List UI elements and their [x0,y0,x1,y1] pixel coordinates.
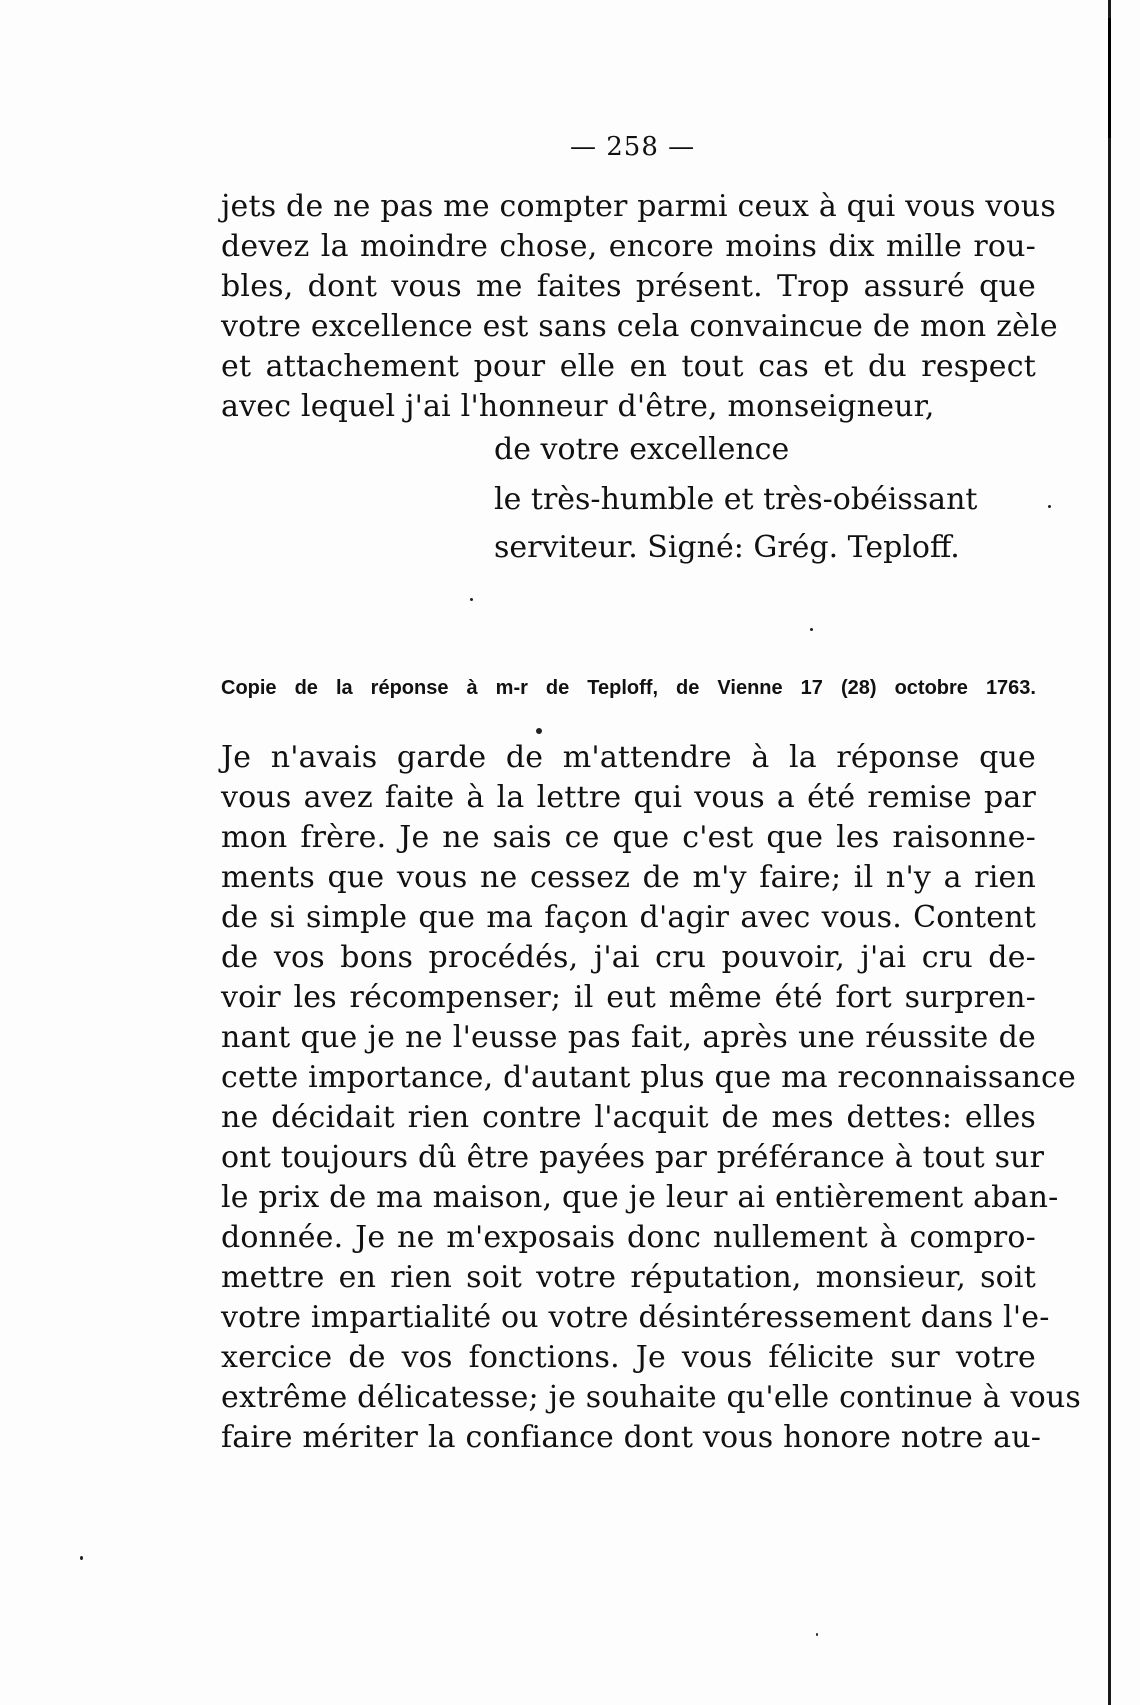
letter-line: et attachement pour elle en tout cas et du respect [221,349,1036,384]
letter-line: votre excellence est sans cela convaincue de mon zèle [221,309,1058,344]
signature-line: de votre excellence [494,432,790,467]
letter-line: bles, dont vous me faites présent. Trop assuré que [221,269,1036,304]
reply-line: le prix de ma maison, que je leur ai entièrement aban- [221,1180,1059,1215]
scan-speck [536,728,542,734]
scan-speck [1048,505,1051,508]
reply-line: faire mériter la confiance dont vous honore notre au- [221,1420,1042,1455]
reply-line: ont toujours dû être payées par préférance à tout sur [221,1140,1045,1175]
page-edge-rule [1108,0,1111,1705]
reply-line: Je n'avais garde de m'attendre à la réponse que [221,740,1036,775]
signature-line: le très-humble et très-obéissant [494,482,978,517]
reply-line: extrême délicatesse; je souhaite qu'elle continue à vous [221,1380,1082,1415]
letter-line: devez la moindre chose, encore moins dix mille rou- [221,229,1036,264]
reply-line: donnée. Je ne m'exposais donc nullement à compro- [221,1220,1036,1255]
reply-line: ne décidait rien contre l'acquit de mes dettes: elles [221,1100,1036,1135]
page-number: — 258 — [570,132,696,162]
reply-line: de vos bons procédés, j'ai cru pouvoir, j'ai cru de- [221,940,1036,975]
reply-line: nant que je ne l'eusse pas fait, après une réussite de [221,1020,1036,1055]
scan-speck [816,1633,818,1636]
signature-line: serviteur. Signé: Grég. Teploff. [494,530,960,565]
reply-line: de si simple que ma façon d'agir avec vous. Content [221,900,1036,935]
reply-line: cette importance, d'autant plus que ma reconnaissance [221,1060,1076,1095]
section-heading: Copie de la réponse à m-r de Teploff, de Vienne 17 (28) octobre 1763. [221,677,1036,699]
page-edge-rule-top [1108,18,1111,138]
letter-line: jets de ne pas me compter parmi ceux à qui vous vous [221,189,1056,224]
letter-line: avec lequel j'ai l'honneur d'être, monseigneur, [221,389,935,424]
reply-line: votre impartialité ou votre désintéressement dans l'e- [221,1300,1050,1335]
reply-line: ments que vous ne cessez de m'y faire; il n'y a rien [221,860,1036,895]
scan-speck [80,1556,83,1560]
reply-line: vous avez faite à la lettre qui vous a été remise par [221,780,1036,815]
reply-line: xercice de vos fonctions. Je vous félicite sur votre [221,1340,1036,1375]
scan-speck [470,598,473,601]
scan-speck [810,628,813,631]
reply-line: voir les récompenser; il eut même été fort surpren- [221,980,1036,1015]
reply-line: mon frère. Je ne sais ce que c'est que les raisonne- [221,820,1036,855]
reply-line: mettre en rien soit votre réputation, monsieur, soit [221,1260,1036,1295]
